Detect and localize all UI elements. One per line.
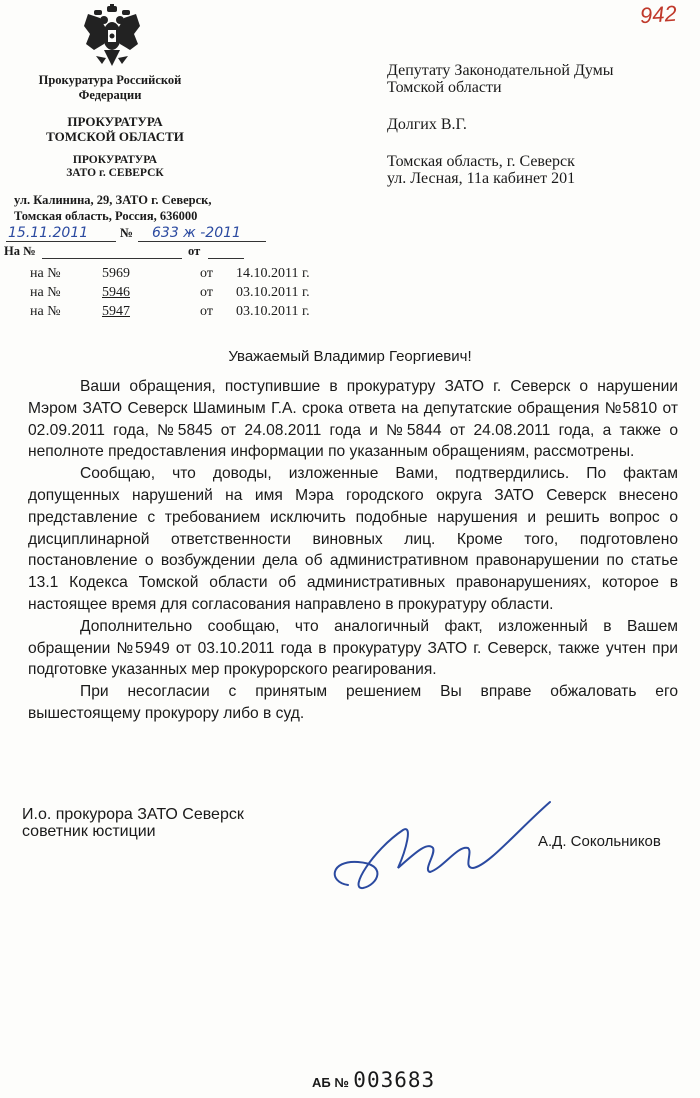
reply-to-line: На № от — [4, 244, 254, 262]
list-item: на № 5946 от 03.10.2011 г. — [30, 285, 310, 300]
registration-number: 942 — [639, 0, 678, 29]
signature-icon — [318, 790, 558, 900]
number-sign: № — [120, 225, 134, 240]
list-item: на № 5969 от 14.10.2011 г. — [30, 266, 310, 281]
body-paragraph: Ваши обращения, поступившие в прокуратуру ЗАТО г. Северск о нарушении Мэром ЗАТО Северск Шаминым Г.А. срока ответа на депутатские обращения №5810 от 02.09.2011 года, №5845 от 24.08.2011 года и №5844 от 24.08.2011 года, а также о неполноте предоставления информации по указанным обращениям, рассмотрены. — [28, 378, 678, 461]
outgoing-date: 15.11.2011 — [8, 225, 89, 241]
body-paragraph: Дополнительно сообщаю, что аналогичный факт, изложенный в Вашем обращении №5949 от 03.10.2011 года в прокуратуру ЗАТО г. Северск, также учтен при подготовке указанных мер прокурорского реагирования. — [28, 617, 678, 679]
recipient-block: Депутату Законодательной Думы Томской области Долгих В.Г. Томская область, г. Северск ул. Лесная, 11а кабинет 201 — [387, 62, 687, 187]
outgoing-reference — [6, 225, 268, 245]
signatory-title: И.о. прокурора ЗАТО Северск советник юстиции — [22, 806, 244, 840]
reference-list — [30, 266, 350, 323]
salutation: Уважаемый Владимир Георгиевич! — [228, 348, 472, 365]
list-item: на № 5947 от 03.10.2011 г. — [30, 304, 310, 319]
letterhead-office: ПРОКУРАТУРА ТОМСКОЙ ОБЛАСТИ — [46, 114, 184, 144]
letterhead-organization: Прокуратура Российской Федерации — [38, 73, 182, 102]
coat-of-arms-icon — [80, 4, 144, 70]
recipient-name: Долгих В.Г. — [387, 116, 467, 133]
body-paragraph: Сообщаю, что доводы, изложенные Вами, подтвердились. По фактам допущенных нарушений на имя Мэра городского округа ЗАТО Северск внесено представление с требованием исключить подобные нарушения и решить вопрос о дисциплинарной ответственности виновных лиц. Кроме того, подготовлено постановление о возбуждении дела об административном правонарушении по статье 13.1 Кодекса Томской области об административных правонарушениях, которое в настоящее время для согласования направлено в прокуратуру области. — [28, 465, 678, 613]
letterhead-suboffice: ПРОКУРАТУРА ЗАТО г. СЕВЕРСК — [66, 154, 164, 179]
letterhead-address: ул. Калинина, 29, ЗАТО г. Северск, Томская область, Россия, 636000 — [14, 193, 212, 223]
body-paragraph: При несогласии с принятым решением Вы вправе обжаловать его вышестоящему прокурору либо в суд. — [28, 683, 678, 722]
letter-body — [28, 376, 678, 725]
outgoing-number: 633 ж -2011 — [152, 225, 241, 241]
signer-name: А.Д. Сокольников — [538, 833, 661, 850]
form-serial: АБ № 003683 — [312, 1068, 436, 1092]
